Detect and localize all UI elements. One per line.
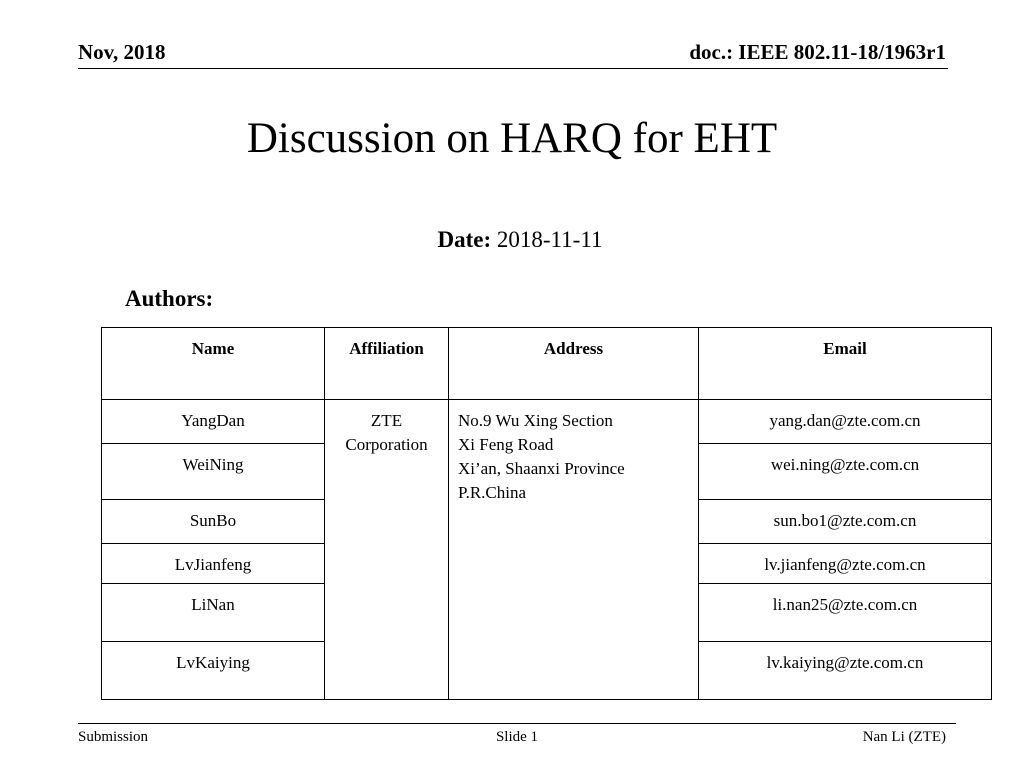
author-name: LvJianfeng xyxy=(102,544,325,584)
affiliation-line: ZTE xyxy=(370,411,403,430)
address-line: Xi Feng Road xyxy=(458,435,554,454)
author-email: yang.dan@zte.com.cn xyxy=(699,400,992,444)
footer-slide-number: Slide 1 xyxy=(495,729,539,745)
header-doc-id: doc.: IEEE 802.11-18/1963r1 xyxy=(689,40,946,64)
column-header-address: Address xyxy=(449,328,699,400)
author-name: WeiNing xyxy=(102,444,325,500)
address-line: No.9 Wu Xing Section xyxy=(458,411,613,430)
author-email: li.nan25@zte.com.cn xyxy=(699,584,992,642)
author-email: lv.jianfeng@zte.com.cn xyxy=(699,544,992,584)
header-divider xyxy=(78,68,948,69)
column-header-name: Name xyxy=(102,328,325,400)
author-email: wei.ning@zte.com.cn xyxy=(699,444,992,500)
header-date: Nov, 2018 xyxy=(78,40,166,64)
date-value: 2018-11-11 xyxy=(496,227,603,252)
author-email: sun.bo1@zte.com.cn xyxy=(699,500,992,544)
date-label: Date: xyxy=(437,227,492,252)
footer-submission: Submission xyxy=(78,729,149,745)
affiliation-line: Corporation xyxy=(345,435,428,454)
author-name: LiNan xyxy=(102,584,325,642)
footer-divider xyxy=(78,723,956,724)
column-header-affiliation: Affiliation xyxy=(325,328,449,400)
slide-title: Discussion on HARQ for EHT xyxy=(246,115,778,162)
author-email: lv.kaiying@zte.com.cn xyxy=(699,642,992,700)
author-name: LvKaiying xyxy=(102,642,325,700)
address-cell xyxy=(449,400,699,700)
author-name: YangDan xyxy=(102,400,325,444)
affiliation-cell xyxy=(325,400,449,700)
author-name: SunBo xyxy=(102,500,325,544)
table-row xyxy=(102,400,992,444)
table-header-row xyxy=(102,328,992,400)
address-line: P.R.China xyxy=(458,483,527,502)
slide-date xyxy=(0,225,1024,255)
authors-table xyxy=(101,327,992,700)
authors-heading: Authors: xyxy=(125,286,214,311)
column-header-email: Email xyxy=(699,328,992,400)
address-line: Xi’an, Shaanxi Province xyxy=(458,459,625,478)
footer-author: Nan Li (ZTE) xyxy=(862,729,946,745)
